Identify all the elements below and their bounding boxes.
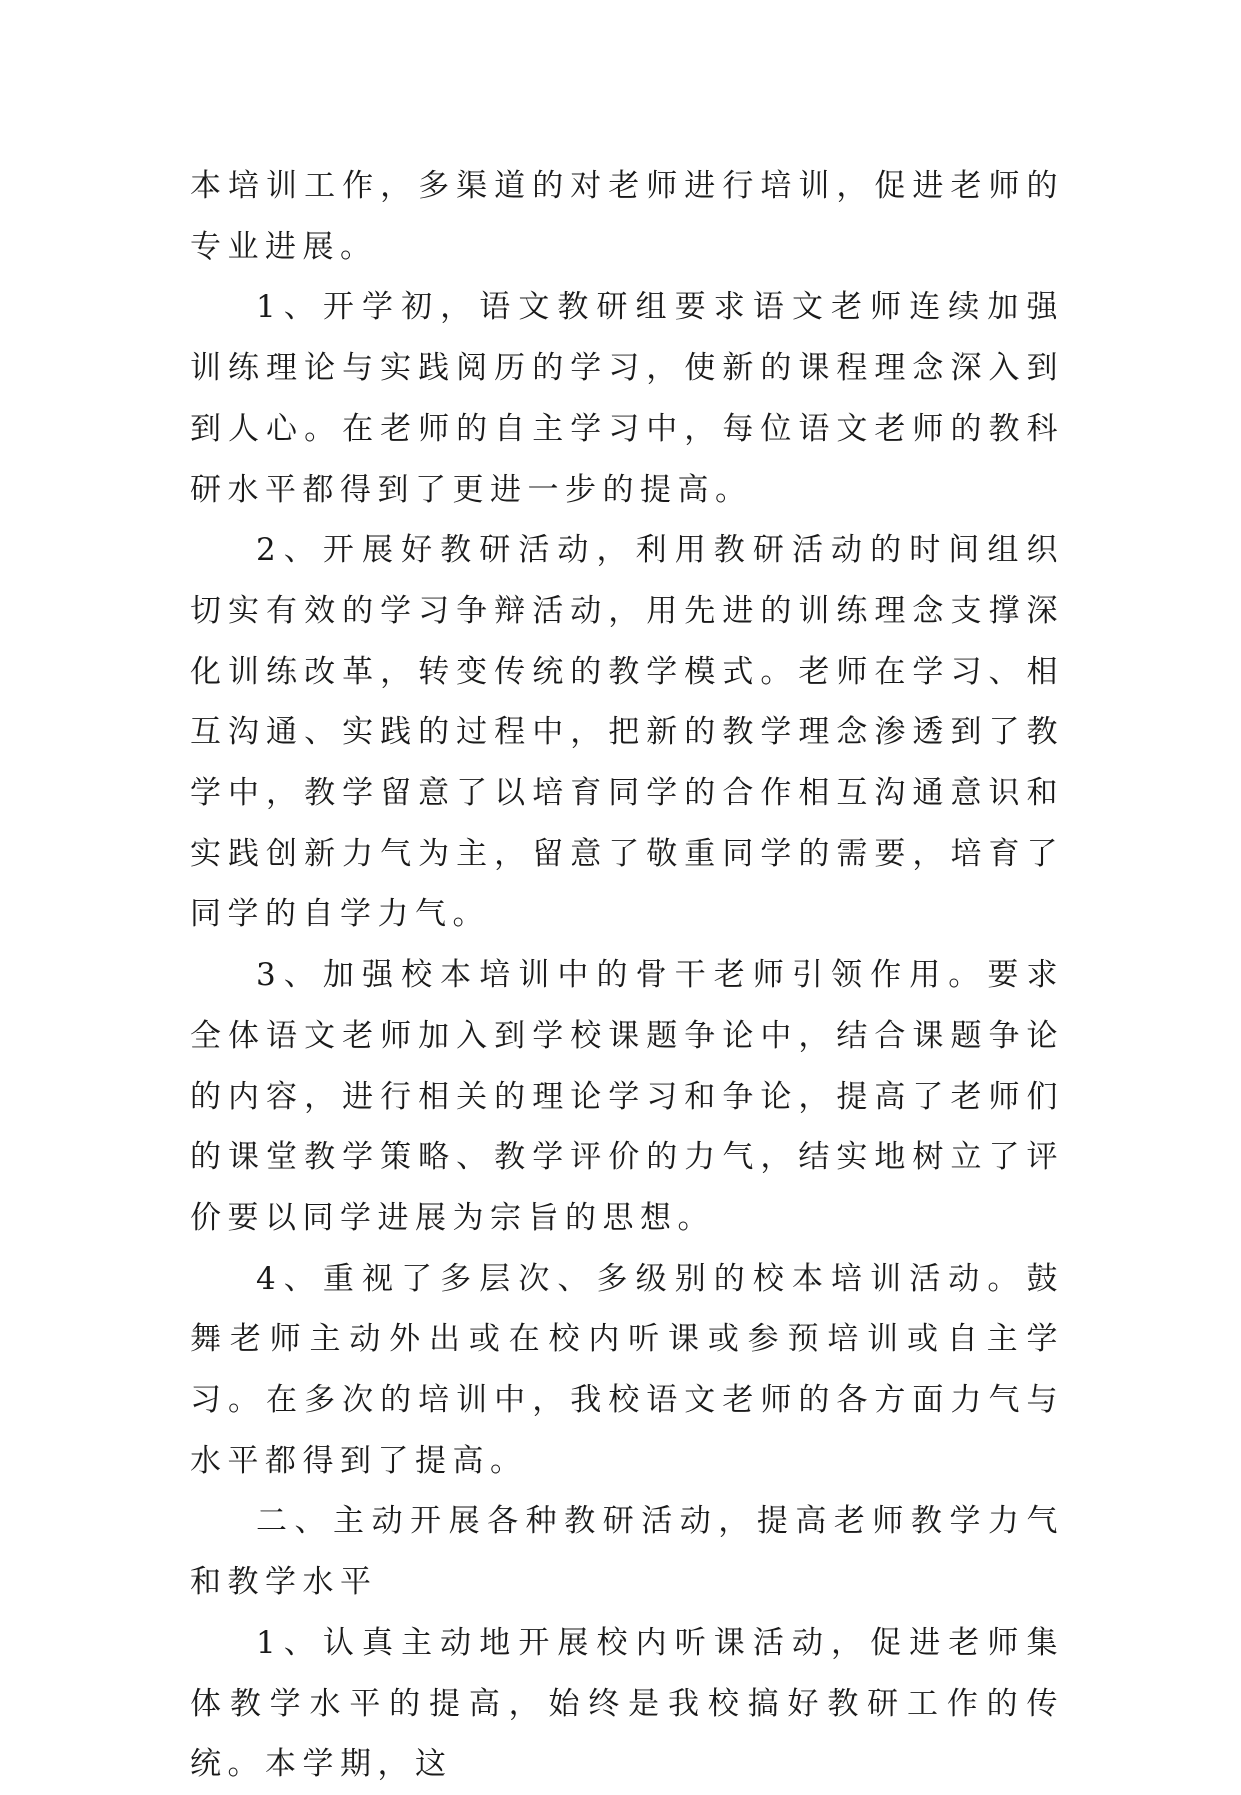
section-heading-2: 二、主动开展各种教研活动，提高老师教学力气和教学水平 [190,1503,1064,1601]
paragraph-continuation: 本培训工作，多渠道的对老师进行培训，促进老师的专业进展。 [190,168,1064,265]
paragraph-item-4: 4、重视了多层次、多级别的校本培训活动。鼓舞老师主动外出或在校内听课或参预培训或自主学习。在多次的培训中，我校语文老师的各方面力气与水平都得到了提高。 [190,1260,1064,1479]
paragraph-item-1: 1、开学初，语文教研组要求语文老师连续加强训练理论与实践阅历的学习，使新的课程理念深入到到人心。在老师的自主学习中，每位语文老师的教科研水平都得到了更进一步的提高。 [190,289,1064,508]
paragraph-section-2-item-1: 1、认真主动地开展校内听课活动，促进老师集体教学水平的提高，始终是我校搞好教研工作的传统。本学期，这 [190,1624,1064,1783]
paragraph-item-3: 3、加强校本培训中的骨干老师引领作用。要求全体语文老师加入到学校课题争论中，结合课题争论的内容，进行相关的理论学习和争论，提高了老师们的课堂教学策略、教学评价的力气，结实地树立了评价要以同学进展为宗旨的思想。 [190,957,1064,1236]
paragraph-item-2: 2、开展好教研活动，利用教研活动的时间组织切实有效的学习争辩活动，用先进的训练理念支撑深化训练改革，转变传统的教学模式。老师在学习、相互沟通、实践的过程中，把新的教学理念渗透到了教学中，教学留意了以培育同学的合作相互沟通意识和实践创新力气为主，留意了敬重同学的需要，培育了同学的自学力气。 [190,532,1064,933]
document-body [190,156,1064,1795]
